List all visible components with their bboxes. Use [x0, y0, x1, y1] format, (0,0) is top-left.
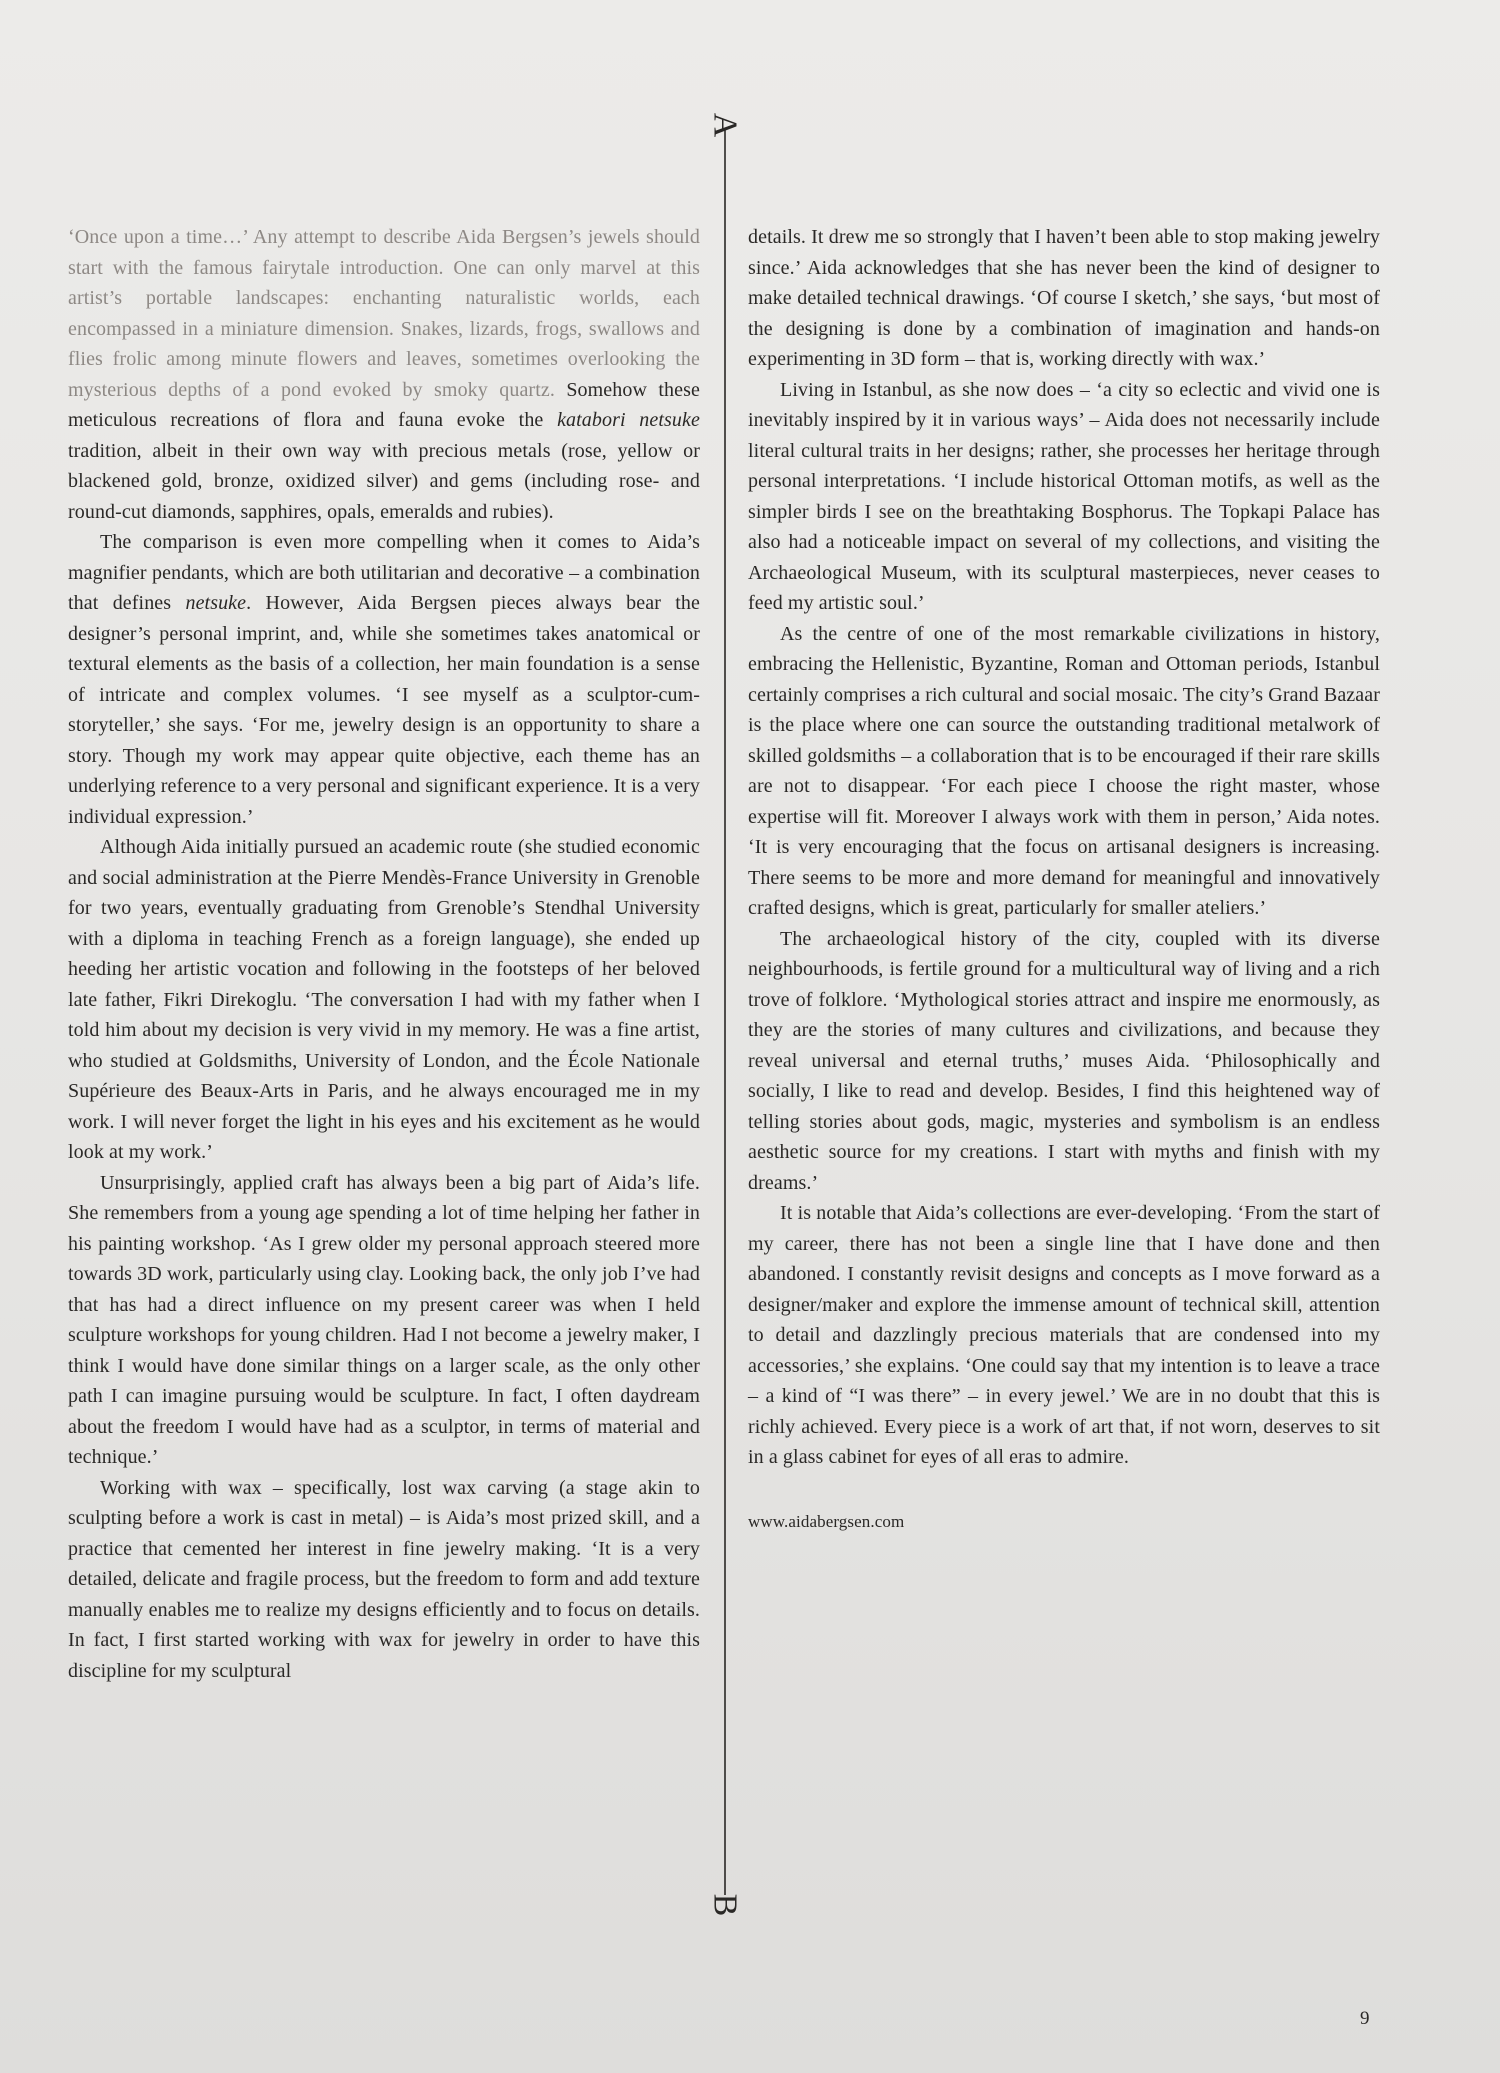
- left-column: [68, 222, 700, 1686]
- right-paragraph-2: Living in Istanbul, as she now does – ‘a city so eclectic and vivid one is inevitably inspired by it in various ways’ – Aida does not necessarily include literal cultural traits in her designs; rather, she processes her heritage through personal interpretations. ‘I include historical Ottoman motifs, as well as the simpler birds I see on the breathtaking Bosphorus. The Topkapi Palace has also had a noticeable impact on several of my collections, and visiting the Archaeological Museum, with its sculptural masterpieces, never ceases to feed my artistic soul.’: [748, 378, 1380, 614]
- website-link-line: [748, 1507, 1380, 1538]
- paragraph-text: tradition, albeit in their own way with precious metals (rose, yellow or blackened gold, bronze, oxidized silver) and gems (including rose- and round-cut diamonds, sapphires, opals, emeralds and rubies).: [68, 439, 700, 523]
- italic-term: netsuke: [185, 592, 247, 614]
- a-to-b-divider: [705, 100, 745, 1930]
- italic-term: katabori netsuke: [557, 409, 700, 431]
- right-paragraph-4: The archaeological history of the city, coupled with its diverse neighbourhoods, is fertile ground for a multicultural way of living and a rich trove of folklore. ‘Mythological stories attract and inspire me enormously, as they are the stories of many cultures and civilizations, and because they reveal universal and eternal truths,’ muses Aida. ‘Philosophically and socially, I like to read and develop. Besides, I find this heightened way of telling stories about gods, magic, mysteries and symbolism is an endless aesthetic source for my creations. I start with myths and finish with my dreams.’: [748, 927, 1380, 1194]
- faded-lead-text: ‘Once upon a time…’ Any attempt to describe Aida Bergsen’s jewels should start with the famous fairytale introduction. One can only marvel at this artist’s portable landscapes: enchanting naturalistic worlds, each encompassed in a miniature dimension. Snakes, lizards, frogs, swallows and flies frolic among minute flowers and leaves, sometimes overlooking the mysterious depths of a pond evoked by smoky quartz.: [68, 226, 700, 401]
- paragraph-text: Somehow these meticulous recreations of flora and fauna evoke the: [68, 378, 700, 431]
- divider-top-letter: A: [706, 112, 744, 138]
- website-link[interactable]: www.aidabergsen.com: [748, 1511, 905, 1531]
- right-paragraph-5: It is notable that Aida’s collections are ever-developing. ‘From the start of my career, there has not been a single line that I have done and then abandoned. I constantly revisit designs and concepts as I move forward as a designer/maker and explore the immense amount of technical skill, attention to detail and dazzlingly precious materials that are condensed into my accessories,’ she explains. ‘One could say that my intention is to leave a trace – a kind of “I was there” – in every jewel.’ We are in no doubt that this is richly achieved. Every piece is a work of art that, if not worn, deserves to sit in a glass cabinet for eyes of all eras to admire.: [748, 1202, 1380, 1468]
- left-paragraph-5: Working with wax – specifically, lost wax carving (a stage akin to sculpting before a work is cast in metal) – is Aida’s most prized skill, and a practice that cemented her interest in fine jewelry making. ‘It is a very detailed, delicate and fragile process, but the freedom to form and add texture manually enables me to realize my designs efficiently and to focus on details. In fact, I first started working with wax for jewelry in order to have this discipline for my sculptural: [68, 1476, 700, 1682]
- paragraph-text: . However, Aida Bergsen pieces always bear the designer’s personal imprint, and, while she sometimes takes anatomical or textural elements as the basis of a collection, her main foundation is a sense of intricate and complex volumes. ‘I see myself as a sculptor-cum-storyteller,’ she says. ‘For me, jewelry design is an opportunity to share a story. Though my work may appear quite objective, each theme has an underlying reference to a very personal and significant experience. It is a very individual expression.’: [68, 592, 701, 828]
- right-paragraph-3: As the centre of one of the most remarkable civilizations in history, embracing the Hellenistic, Byzantine, Roman and Ottoman periods, Istanbul certainly comprises a rich cultural and social mosaic. The city’s Grand Bazaar is the place where one can source the outstanding traditional metalwork of skilled goldsmiths – a collaboration that is to be encouraged if their rare skills are not to disappear. ‘For each piece I choose the right master, whose expertise will fit. Moreover I always work with them in person,’ Aida notes. ‘It is very encouraging that the focus on artisanal designers is increasing. There seems to be more and more demand for meaningful and innovatively crafted designs, which is great, particularly for smaller ateliers.’: [748, 622, 1380, 919]
- left-paragraph-1: [68, 222, 700, 527]
- left-paragraph-3: Although Aida initially pursued an academic route (she studied economic and social administration at the Pierre Mendès-France University in Grenoble for two years, eventually graduating from Grenoble’s Stendhal University with a diploma in teaching French as a foreign language), she ended up heeding her artistic vocation and following in the footsteps of her beloved late father, Fikri Direkoglu. ‘The conversation I had with my father when I told him about my decision is very vivid in my memory. He was a fine artist, who studied at Goldsmiths, University of London, and the École Nationale Supérieure des Beaux-Arts in Paris, and he always encouraged me in my work. I will never forget the light in his eyes and his excitement as he would look at my work.’: [68, 836, 700, 1163]
- divider-bottom-letter: B: [706, 1893, 744, 1917]
- right-column: [748, 222, 1380, 1537]
- paragraph-text: The comparison is even more compelling when it comes to Aida’s magnifier pendants, which are both utilitarian and decorative – a combination that defines: [68, 531, 700, 614]
- left-paragraph-4: Unsurprisingly, applied craft has always been a big part of Aida’s life. She remembers from a young age spending a lot of time helping her father in his painting workshop. ‘As I grew older my personal approach steered more towards 3D work, particularly using clay. Looking back, the only job I’ve had that has had a direct influence on my present career was when I held sculpture workshops for young children. Had I not become a jewelry maker, I think I would have done similar things on a larger scale, as the only other path I can imagine pursuing would be sculpture. In fact, I often daydream about the freedom I would have had as a sculptor, in terms of material and technique.’: [68, 1171, 700, 1468]
- right-paragraph-1: details. It drew me so strongly that I haven’t been able to stop making jewelry since.’ Aida acknowledges that she has never been the kind of designer to make detailed technical drawings. ‘Of course I sketch,’ she says, ‘but most of the designing is done by a combination of imagination and hands-on experimenting in 3D form – that is, working directly with wax.’: [748, 226, 1380, 370]
- page-number: 9: [1360, 2008, 1370, 2029]
- left-paragraph-2: [68, 527, 700, 832]
